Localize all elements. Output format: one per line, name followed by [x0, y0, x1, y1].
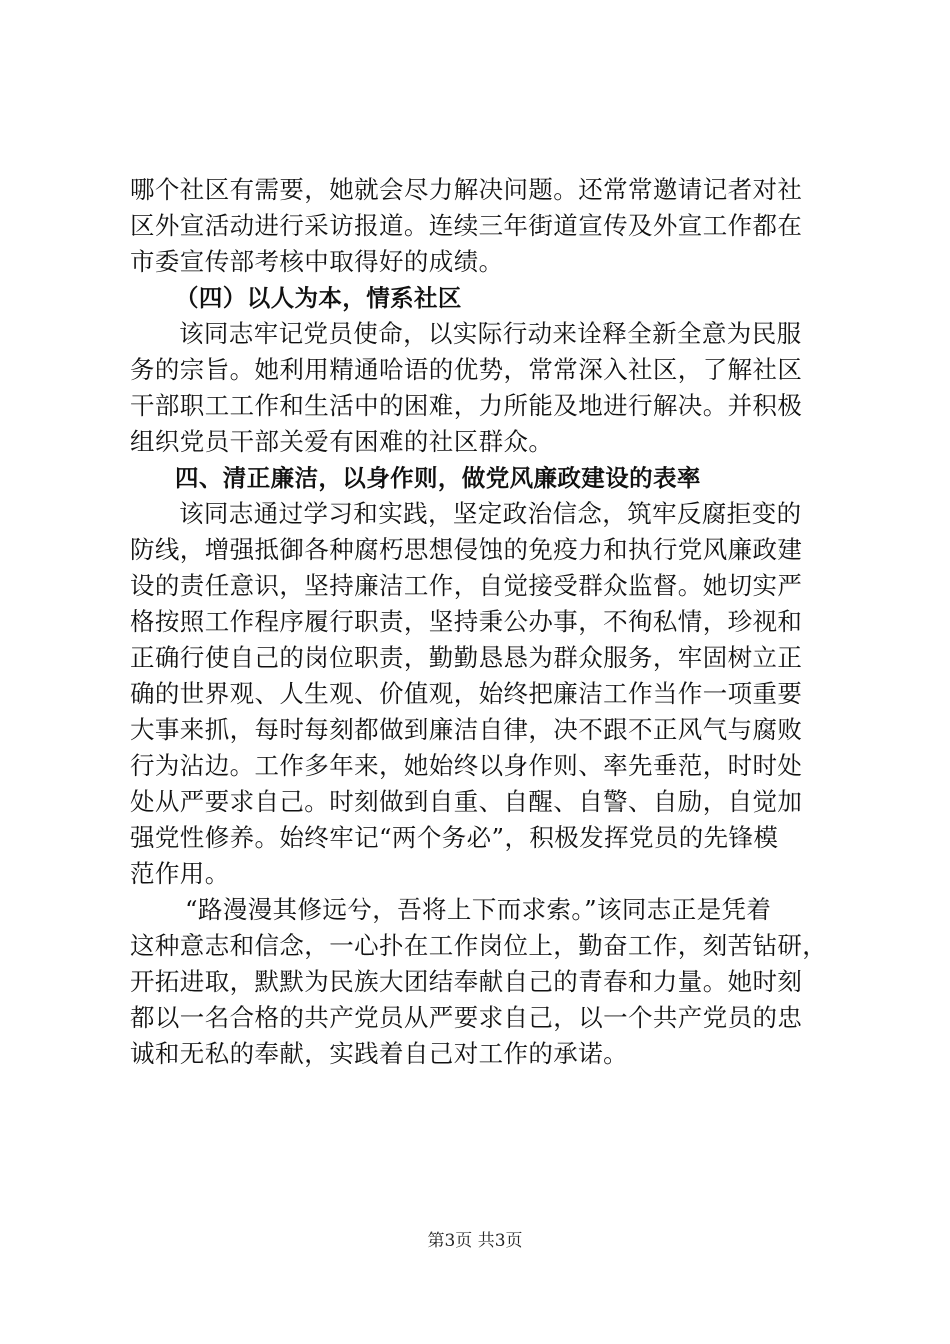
paragraph-line: 处从严要求自己。时刻做到自重、自醒、自警、自励，自觉加	[130, 787, 803, 816]
paragraph-line: 格按照工作程序履行职责，坚持秉公办事，不徇私情，珍视和	[130, 607, 803, 636]
paragraph-line: 区外宣活动进行采访报道。连续三年街道宣传及外宣工作都在	[130, 211, 803, 240]
document-body	[130, 172, 830, 1072]
paragraph-line: 强党性修养。始终牢记“两个务必”，积极发挥党员的先锋模	[130, 823, 779, 852]
page-number-footer: 第3页 共3页	[427, 1231, 523, 1251]
paragraph-line: 设的责任意识，坚持廉洁工作，自觉接受群众监督。她切实严	[130, 571, 803, 600]
paragraph-line: 行为沾边。工作多年来，她始终以身作则、率先垂范，时时处	[130, 751, 803, 780]
paragraph-line: 范作用。	[130, 859, 230, 888]
paragraph-line: 诚和无私的奉献，实践着自己对工作的承诺。	[130, 1039, 628, 1068]
section-subheading: （四）以人为本，情系社区	[175, 284, 462, 312]
paragraph-line: 该同志牢记党员使命，以实际行动来诠释全新全意为民服	[179, 319, 802, 348]
paragraph-line: 干部职工工作和生活中的困难，力所能及地进行解决。并积极	[130, 391, 803, 420]
paragraph-line: 该同志通过学习和实践，坚定政治信念，筑牢反腐拒变的	[179, 499, 802, 528]
paragraph-line: 都以一名合格的共产党员从严要求自己，以一个共产党员的忠	[130, 1003, 803, 1032]
paragraph-line: 开拓进取，默默为民族大团结奉献自己的青春和力量。她时刻	[130, 967, 803, 996]
paragraph-line: 市委宣传部考核中取得好的成绩。	[130, 247, 504, 276]
paragraph-line: 确的世界观、人生观、价值观，始终把廉洁工作当作一项重要	[130, 679, 803, 708]
paragraph-line: 务的宗旨。她利用精通哈语的优势，常常深入社区，了解社区	[130, 355, 803, 384]
section-heading: 四、清正廉洁，以身作则，做党风廉政建设的表率	[175, 464, 701, 492]
paragraph-line: 正确行使自己的岗位职责，勤勤恳恳为群众服务，牢固树立正	[130, 643, 803, 672]
quote-line: “路漫漫其修远兮，吾将上下而求索。”该同志正是凭着	[185, 895, 772, 924]
paragraph-line: 哪个社区有需要，她就会尽力解决问题。还常常邀请记者对社	[130, 175, 803, 204]
paragraph-line: 大事来抓，每时每刻都做到廉洁自律，决不跟不正风气与腐败	[130, 715, 803, 744]
paragraph-line: 这种意志和信念，一心扑在工作岗位上，勤奋工作，刻苦钻研，	[130, 931, 828, 960]
paragraph-line: 组织党员干部关爱有困难的社区群众。	[130, 427, 554, 456]
paragraph-line: 防线，增强抵御各种腐朽思想侵蚀的免疫力和执行党风廉政建	[130, 535, 803, 564]
